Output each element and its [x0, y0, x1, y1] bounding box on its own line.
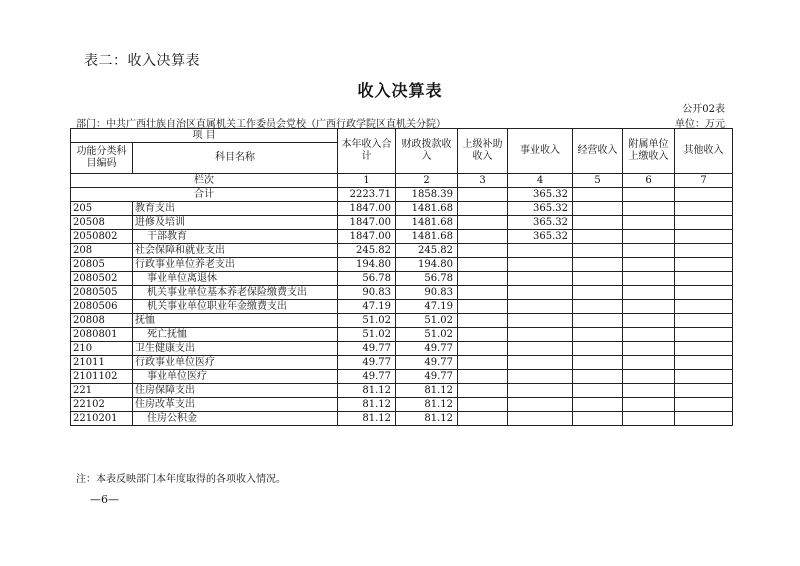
func-code-cell: 2080801	[71, 328, 133, 342]
value-cell	[458, 230, 508, 244]
value-cell	[573, 314, 623, 328]
value-cell: 49.77	[396, 342, 458, 356]
value-cell	[458, 216, 508, 230]
func-code-cell: 2080506	[71, 300, 133, 314]
func-code-cell: 2080502	[71, 272, 133, 286]
page-number: —6—	[90, 493, 119, 506]
total-cell: 2223.71	[338, 188, 396, 202]
func-code-cell: 205	[71, 202, 133, 216]
value-cell: 49.77	[338, 356, 396, 370]
value-cell: 194.80	[396, 258, 458, 272]
value-cell	[458, 356, 508, 370]
value-cell	[675, 342, 733, 356]
value-cell: 47.19	[338, 300, 396, 314]
func-code-cell: 221	[71, 384, 133, 398]
value-cell	[508, 272, 573, 286]
lanci-label: 栏次	[71, 174, 338, 188]
func-code-cell: 22102	[71, 398, 133, 412]
value-cell: 90.83	[338, 286, 396, 300]
subject-name-cell: 卫生健康支出	[133, 342, 338, 356]
value-cell	[675, 384, 733, 398]
table-row	[71, 258, 733, 272]
value-cell: 1847.00	[338, 230, 396, 244]
total-cell	[623, 188, 675, 202]
value-cell	[458, 244, 508, 258]
func-code-cell: 2050802	[71, 230, 133, 244]
page-title: 收入决算表	[357, 81, 443, 100]
value-cell	[573, 356, 623, 370]
value-cell	[508, 412, 573, 426]
value-cell	[573, 384, 623, 398]
value-cell	[458, 370, 508, 384]
value-cell: 49.77	[338, 342, 396, 356]
value-cell	[623, 342, 675, 356]
header-col4: 事业收入	[508, 129, 573, 174]
table-row	[71, 342, 733, 356]
value-cell	[508, 258, 573, 272]
value-cell	[623, 370, 675, 384]
header-col1: 本年收入合计	[338, 129, 396, 174]
total-cell	[573, 188, 623, 202]
lanci-index: 2	[396, 174, 458, 188]
total-cell: 365.32	[508, 188, 573, 202]
value-cell	[458, 328, 508, 342]
value-cell	[573, 300, 623, 314]
value-cell: 51.02	[396, 314, 458, 328]
value-cell: 81.12	[396, 398, 458, 412]
subject-name-cell: 机关事业单位职业年金缴费支出	[133, 300, 338, 314]
value-cell: 1481.68	[396, 230, 458, 244]
value-cell	[675, 286, 733, 300]
value-cell: 1847.00	[338, 216, 396, 230]
subject-name-cell: 事业单位离退休	[133, 272, 338, 286]
value-cell	[508, 328, 573, 342]
header-col5: 经营收入	[573, 129, 623, 174]
value-cell: 49.77	[396, 370, 458, 384]
value-cell	[623, 384, 675, 398]
value-cell: 51.02	[338, 314, 396, 328]
func-code-cell: 20805	[71, 258, 133, 272]
value-cell	[508, 300, 573, 314]
value-cell: 81.12	[396, 384, 458, 398]
total-row	[71, 188, 733, 202]
section-label: 表二：收入决算表	[84, 53, 200, 69]
value-cell: 194.80	[338, 258, 396, 272]
income-table	[70, 128, 733, 426]
value-cell: 1847.00	[338, 202, 396, 216]
value-cell	[623, 286, 675, 300]
subject-name-cell: 社会保障和就业支出	[133, 244, 338, 258]
func-code-cell: 208	[71, 244, 133, 258]
subject-name-cell: 干部教育	[133, 230, 338, 244]
value-cell	[573, 342, 623, 356]
func-code-cell: 20508	[71, 216, 133, 230]
value-cell	[508, 370, 573, 384]
func-code-cell: 210	[71, 342, 133, 356]
header-col6: 附属单位上缴收入	[623, 129, 675, 174]
header-func-code: 功能分类科目编码	[71, 143, 133, 174]
value-cell	[508, 314, 573, 328]
subject-name-cell: 住房保障支出	[133, 384, 338, 398]
value-cell	[458, 202, 508, 216]
value-cell	[508, 356, 573, 370]
value-cell	[573, 216, 623, 230]
table-row	[71, 356, 733, 370]
subject-name-cell: 进修及培训	[133, 216, 338, 230]
value-cell: 365.32	[508, 202, 573, 216]
table-row	[71, 230, 733, 244]
func-code-cell: 21011	[71, 356, 133, 370]
value-cell	[675, 328, 733, 342]
value-cell: 56.78	[338, 272, 396, 286]
table-row	[71, 286, 733, 300]
total-cell: 1858.39	[396, 188, 458, 202]
value-cell	[623, 356, 675, 370]
value-cell	[458, 398, 508, 412]
value-cell	[675, 314, 733, 328]
value-cell	[675, 272, 733, 286]
value-cell	[675, 244, 733, 258]
subject-name-cell: 行政事业单位养老支出	[133, 258, 338, 272]
table-row	[71, 216, 733, 230]
header-col7: 其他收入	[675, 129, 733, 174]
value-cell	[458, 384, 508, 398]
func-code-cell: 2210201	[71, 412, 133, 426]
value-cell	[458, 258, 508, 272]
table-row	[71, 244, 733, 258]
value-cell	[623, 216, 675, 230]
table-row	[71, 370, 733, 384]
subject-name-cell: 住房改革支出	[133, 398, 338, 412]
subject-name-cell: 机关事业单位基本养老保险缴费支出	[133, 286, 338, 300]
value-cell	[458, 272, 508, 286]
value-cell	[675, 356, 733, 370]
value-cell: 47.19	[396, 300, 458, 314]
department-label: 部门：中共广西壮族自治区直属机关工作委员会党校（广西行政学院区直机关分院）	[76, 119, 446, 130]
value-cell: 49.77	[338, 370, 396, 384]
value-cell: 51.02	[396, 328, 458, 342]
value-cell: 81.12	[338, 412, 396, 426]
subject-name-cell: 抚恤	[133, 314, 338, 328]
value-cell	[458, 314, 508, 328]
lanci-index: 7	[675, 174, 733, 188]
lanci-index: 1	[338, 174, 396, 188]
value-cell	[458, 286, 508, 300]
value-cell	[675, 300, 733, 314]
subject-name-cell: 住房公积金	[133, 412, 338, 426]
subject-name-cell: 教育支出	[133, 202, 338, 216]
value-cell: 49.77	[396, 356, 458, 370]
value-cell: 365.32	[508, 216, 573, 230]
value-cell: 81.12	[338, 398, 396, 412]
value-cell	[573, 230, 623, 244]
header-col2: 财政拨款收入	[396, 129, 458, 174]
value-cell	[573, 286, 623, 300]
value-cell	[573, 258, 623, 272]
subject-name-cell: 行政事业单位医疗	[133, 356, 338, 370]
value-cell: 90.83	[396, 286, 458, 300]
value-cell: 365.32	[508, 230, 573, 244]
total-cell	[458, 188, 508, 202]
value-cell	[623, 328, 675, 342]
value-cell: 51.02	[338, 328, 396, 342]
value-cell: 245.82	[396, 244, 458, 258]
value-cell	[573, 328, 623, 342]
value-cell	[623, 314, 675, 328]
lanci-index: 5	[573, 174, 623, 188]
func-code-cell: 20808	[71, 314, 133, 328]
value-cell	[675, 216, 733, 230]
table-row	[71, 328, 733, 342]
subject-name-cell: 死亡抚恤	[133, 328, 338, 342]
value-cell	[458, 300, 508, 314]
value-cell	[508, 244, 573, 258]
value-cell	[458, 412, 508, 426]
doc-number: 公开02表	[682, 104, 725, 115]
value-cell	[675, 412, 733, 426]
value-cell	[675, 258, 733, 272]
value-cell	[623, 412, 675, 426]
header-subject-name: 科目名称	[133, 143, 338, 174]
value-cell	[573, 370, 623, 384]
header-col3: 上级补助收入	[458, 129, 508, 174]
value-cell	[508, 342, 573, 356]
table-row	[71, 300, 733, 314]
value-cell	[675, 398, 733, 412]
table-row	[71, 272, 733, 286]
value-cell	[508, 384, 573, 398]
value-cell	[573, 244, 623, 258]
value-cell	[573, 202, 623, 216]
table-note: 注：本表反映部门本年度取得的各项收入情况。	[76, 474, 286, 485]
table-row	[71, 384, 733, 398]
value-cell: 245.82	[338, 244, 396, 258]
total-cell	[675, 188, 733, 202]
table-row	[71, 202, 733, 216]
value-cell	[623, 300, 675, 314]
value-cell: 81.12	[396, 412, 458, 426]
lanci-index: 4	[508, 174, 573, 188]
func-code-cell: 2101102	[71, 370, 133, 384]
table-row	[71, 398, 733, 412]
value-cell	[573, 412, 623, 426]
header-project: 项 目	[71, 129, 338, 143]
lanci-index: 3	[458, 174, 508, 188]
lanci-index: 6	[623, 174, 675, 188]
value-cell	[623, 258, 675, 272]
lanci-row	[71, 174, 733, 188]
value-cell	[623, 202, 675, 216]
value-cell: 1481.68	[396, 202, 458, 216]
value-cell	[508, 398, 573, 412]
value-cell: 56.78	[396, 272, 458, 286]
value-cell	[623, 230, 675, 244]
value-cell	[675, 202, 733, 216]
value-cell	[508, 286, 573, 300]
value-cell	[675, 230, 733, 244]
value-cell	[458, 342, 508, 356]
func-code-cell: 2080505	[71, 286, 133, 300]
unit-label: 单位：万元	[675, 119, 725, 130]
table-row	[71, 412, 733, 426]
total-label: 合计	[71, 188, 338, 202]
value-cell	[623, 272, 675, 286]
value-cell: 81.12	[338, 384, 396, 398]
value-cell: 1481.68	[396, 216, 458, 230]
value-cell	[623, 244, 675, 258]
table-row	[71, 314, 733, 328]
value-cell	[573, 272, 623, 286]
value-cell	[573, 398, 623, 412]
value-cell	[623, 398, 675, 412]
subject-name-cell: 事业单位医疗	[133, 370, 338, 384]
value-cell	[675, 370, 733, 384]
header-row-1	[71, 129, 733, 143]
